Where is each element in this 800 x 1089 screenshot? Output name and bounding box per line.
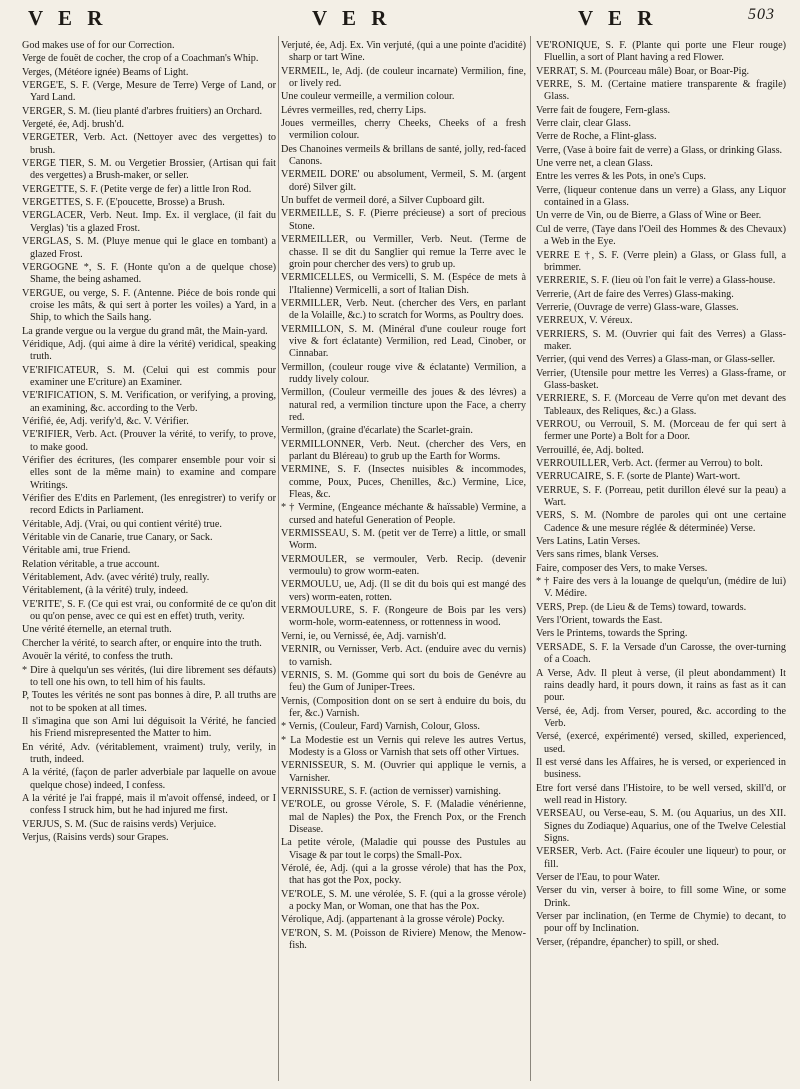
dictionary-entry: Verser de l'Eau, to pour Water. [536, 872, 660, 883]
column-divider-2 [530, 36, 531, 1081]
dictionary-entry: Vernis, (Composition dont on se sert à enduire du bois, du fer, &c.) Varnish. [281, 695, 526, 719]
dictionary-entry: Une vérité éternelle, an eternal truth. [22, 624, 172, 636]
dictionary-entry: Versé, (exercé, expérimenté) versed, skilled, experienced, used. [536, 731, 786, 755]
dictionary-entry: VE'RIFIER, Verb. Act. (Prouver la vérité, to verify, to prove, to make good. [22, 429, 276, 453]
dictionary-entry: Véritablement, (à la vérité) truly, indeed. [22, 585, 189, 597]
dictionary-entry: VERRIERS, S. M. (Ouvrier qui fait des Verres) a Glass-maker. [536, 328, 786, 352]
dictionary-entry: Vérolique, Adj. (appartenant à la grosse vérole) Pocky. [281, 914, 505, 926]
dictionary-entry: VE'RIFICATEUR, S. M. (Celui qui est commis pour examiner une E'criture) an Examiner. [22, 364, 276, 388]
dictionary-entry: * Vernis, (Couleur, Fard) Varnish, Colour, Gloss. [281, 721, 480, 733]
dictionary-entry: Verser du vin, verser à boire, to fill some Wine, or some Drink. [536, 885, 786, 909]
dictionary-entry: Vers l'Orient, towards the East. [536, 615, 663, 627]
dictionary-entry: Faire, composer des Vers, to make Verses. [536, 562, 708, 574]
dictionary-entry: VE'RIFICATION, S. M. Verification, or verifying, a proving, an examining, &c. according to the Verb. [22, 390, 276, 414]
dictionary-entry: VERRERIE, S. F. (lieu où l'on fait le verre) a Glass-house. [536, 275, 776, 287]
dictionary-entry: VERMOULURE, S. F. (Rongeure de Bois par les vers) worm-hole, worm-eatenness, or rottenness in wood. [281, 605, 526, 629]
dictionary-entry: VERJUS, S. M. (Suc de raisins verds) Verjuice. [22, 818, 217, 830]
dictionary-entry: VERMOULU, ue, Adj. (Il se dit du bois qui est mangé des vers) worm-eaten, rotten. [281, 579, 526, 603]
dictionary-entry: Véritable vin de Canarie, true Canary, or Sack. [22, 532, 213, 544]
dictionary-entry: VERMOULER, se vermouler, Verb. Recip. (devenir vermoulu) to grow worm-eaten. [281, 553, 526, 578]
dictionary-entry: Il s'imagina que son Ami lui déguisoit la Vérité, he fancied his Friend misrepresented the Matter to him. [22, 715, 276, 740]
dictionary-entry: Verrerie, (Art de faire des Verres) Glass-making. [536, 288, 734, 300]
column-middle [281, 40, 526, 1082]
dictionary-entry: Chercher la vérité, to search after, or enquire into the truth. [22, 637, 262, 649]
dictionary-entry: Avouër la vérité, to confess the truth. [22, 651, 173, 663]
dictionary-entry: VERREUX, V. Véreux. [536, 315, 633, 327]
dictionary-entry: Verre clair, clear Glass. [536, 118, 631, 130]
dictionary-entry: Verges, (Météore ignée) Beams of Light. [22, 66, 189, 78]
dictionary-entry: Véridique, Adj. (qui aime à dire la vérité) veridical, speaking truth. [22, 338, 276, 363]
dictionary-entry: Verrier, (qui vend des Verres) a Glass-man, or Glass-seller. [536, 354, 776, 366]
dictionary-entry: VERGE'E, S. F. (Verge, Mesure de Terre) Verge of Land, or Yard Land. [22, 80, 276, 104]
dictionary-entry: * † Vermine, (Engeance méchante & haïssable) Vermine, a cursed and hateful Generation of People. [281, 502, 526, 526]
column-divider-1 [278, 36, 279, 1081]
dictionary-entry: Vérifier des écritures, (les comparer ensemble pour voir si elles sont de la même main) to examine and compare Writings. [22, 455, 276, 491]
dictionary-entry: VERMILLON, S. M. (Minéral d'une couleur rouge fort vive & fort éclatante) Vermilion, red Lead, Cinober, or Cinnabar. [281, 323, 526, 360]
dictionary-entry: VERGER, S. M. (lieu planté d'arbres fruitiers) an Orchard. [22, 105, 263, 117]
dictionary-entry: VERNIR, ou Vernisser, Verb. Act. (enduire avec du vernis) to varnish. [281, 644, 526, 668]
dictionary-entry: Versé, ée, Adj. from Verser, poured, &c. according to the Verb. [536, 705, 786, 729]
dictionary-entry: P, Toutes les vérités ne sont pas bonnes à dire, P. all truths are not to be spoken at all times. [22, 690, 276, 714]
dictionary-entry: En vérité, Adv. (véritablement, vraiment) truly, verily, in truth, indeed. [22, 741, 276, 765]
dictionary-entry: Verre de Roche, a Flint-glass. [536, 131, 657, 143]
dictionary-entry: VERRUE, S. F. (Porreau, petit durillon élevé sur la peau) a Wart. [536, 484, 786, 509]
dictionary-entry: Vermillon, (couleur rouge vive & éclatante) Vermilion, a ruddy lively colour. [281, 361, 526, 385]
dictionary-entry: VE'ROLE, S. M. une vérolée, S. F. (qui a la grosse vérole) a pocky Man, or Woman, one that has the Pox. [281, 888, 526, 913]
dictionary-entry: * † Faire des vers à la louange de quelqu'un, (médire de lui) V. Médire. [536, 576, 786, 600]
dictionary-entry: Verjus, (Raisins verds) sour Grapes. [22, 831, 169, 843]
dictionary-entry: Verge de fouët de cocher, the crop of a Coachman's Whip. [22, 53, 259, 65]
dictionary-entry: VERNIS, S. M. (Gomme qui sort du bois de Genévre au feu) the Gum of Juniper-Trees. [281, 669, 526, 694]
dictionary-entry: VE'ROLE, ou grosse Vérole, S. F. (Maladie vénérienne, mal de Naples) the Pox, the French Pox, or the French Disease. [281, 799, 526, 835]
dictionary-entry: VERRIERE, S. F. (Morceau de Verre qu'on met devant des Tableaux, des Reliques, &c.) a Glass. [536, 393, 786, 417]
header-right: V E R [578, 6, 658, 30]
dictionary-entry: Entre les verres & les Pots, in one's Cups. [536, 171, 706, 183]
dictionary-entry: VERGETER, Verb. Act. (Nettoyer avec des vergettes) to brush. [22, 132, 276, 156]
dictionary-entry: * Dire à quelqu'un ses vérités, (lui dire librement ses défauts) to tell one his own, to tell him of his faults. [22, 664, 276, 688]
dictionary-entry: VERMEILLER, ou Vermiller, Verb. Neut. (Terme de chasse. Il se dit du Sanglier qui remue la Terre avec le groin pour chercher des vers) to grub up. [281, 234, 526, 270]
dictionary-entry: VERMILLER, Verb. Neut. (chercher des Vers, en parlant de la Volaille, &c.) to scratch for Worms, as Poultry does. [281, 297, 526, 322]
dictionary-entry: VERMILLONNER, Verb. Neut. (chercher des Vers, en parlant du Bléreau) to grub up the Earth for Worms. [281, 438, 526, 462]
dictionary-entry: A la vérité, (façon de parler adverbiale par laquelle on avoue quelque chose) indeed, I confess. [22, 767, 276, 791]
dictionary-entry: Un buffet de vermeil doré, a Silver Cupboard gilt. [281, 195, 485, 207]
dictionary-entry: Vérifier des E'dits en Parlement, (les enregistrer) to verify or record Edicts in Parliament. [22, 493, 276, 517]
dictionary-entry: VERSADE, S. F. la Versade d'un Carosse, the over-turning of a Coach. [536, 641, 786, 666]
dictionary-entry: Cul de verre, (Taye dans l'Oeil des Hommes & des Chevaux) a Web in the Eye. [536, 223, 786, 248]
dictionary-entry: * La Modestie est un Vernis qui releve les autres Vertus, Modesty is a Gloss or Varnish that sets off other Virtues. [281, 734, 526, 758]
dictionary-entry: VERGETTE, S. F. (Petite verge de fer) a little Iron Rod. [22, 183, 252, 195]
dictionary-entry: Une verre net, a clean Glass. [536, 158, 653, 170]
dictionary-entry: Verser, (répandre, épancher) to spill, or shed. [536, 936, 719, 948]
dictionary-entry: God makes use of for our Correction. [22, 40, 175, 51]
dictionary-entry: Verre fait de fougere, Fern-glass. [536, 104, 671, 116]
dictionary-entry: VERRE, S. M. (Certaine matiere transparente & fragile) Glass. [536, 79, 786, 103]
dictionary-entry: Véritablement, Adv. (avec vérité) truly, really. [22, 572, 210, 584]
dictionary-entry: Vers sans rimes, blank Verses. [536, 549, 659, 561]
dictionary-entry: VERROUILLER, Verb. Act. (fermer au Verrou) to bolt. [536, 458, 763, 469]
dictionary-entry: Vers Latins, Latin Verses. [536, 536, 641, 548]
dictionary-entry: VERRUCAIRE, S. F. (sorte de Plante) Wart-wort. [536, 471, 741, 483]
dictionary-entry: VERSER, Verb. Act. (Faire écouler une liqueur) to pour, or fill. [536, 846, 786, 870]
dictionary-entry: A Verse, Adv. Il pleut à verse, (il pleut abondamment) It rains deadly hard, it pours down, it rains as fast as it can pour. [536, 667, 786, 704]
dictionary-entry: Verre, (liqueur contenue dans un verre) a Glass, any Liquor contained in a Glass. [536, 184, 786, 209]
dictionary-entry: VERMISSEAU, S. M. (petit ver de Terre) a little, or small Worm. [281, 528, 526, 552]
dictionary-entry: VERGOGNE *, S. F. (Honte qu'on a de quelque chose) Shame, the being ashamed. [22, 261, 276, 286]
dictionary-entry: VERGLAS, S. M. (Pluye menue qui le glace en tombant) a glazed Frost. [22, 236, 276, 260]
dictionary-entry: Un verre de Vin, ou de Bierre, a Glass of Wine or Beer. [536, 210, 762, 222]
dictionary-entry: Vermillon, (Couleur vermeille des joues & des lévres) a natural red, a vermilion tincture upon the Face, a cherry red. [281, 387, 526, 423]
dictionary-entry: Etre fort versé dans l'Histoire, to be well versed, skill'd, or well read in History. [536, 782, 786, 806]
dictionary-entry: VE'RONIQUE, S. F. (Plante qui porte une Fleur rouge) Fluellin, a sort of Plant having a red Flower. [536, 40, 786, 64]
dictionary-entry: VERS, Prep. (de Lieu & de Tems) toward, towards. [536, 601, 747, 613]
dictionary-entry: Verrerie, (Ouvrage de verre) Glass-ware, Glasses. [536, 301, 739, 313]
dictionary-entry: Verrier, (Utensile pour mettre les Verres) a Glass-frame, or Glass-basket. [536, 367, 786, 391]
dictionary-entry: VERMEILLE, S. F. (Pierre précieuse) a sort of precious Stone. [281, 208, 526, 232]
dictionary-entry: Vergeté, ée, Adj. brush'd. [22, 119, 125, 131]
dictionary-entry: VERGUE, ou verge, S. F. (Antenne. Piéce de bois ronde qui croise les mâts, & qui sert à porter les voiles) a Yard, in a Ship, to which the Sails hang. [22, 287, 276, 324]
dictionary-entry: Vérolé, ée, Adj. (qui a la grosse vérole) that has the Pox, that has got the Pox, pocky. [281, 863, 526, 887]
dictionary-entry: Véritable, Adj. (Vrai, ou qui contient vérité) true. [22, 518, 222, 530]
page-number: 503 [748, 6, 775, 23]
dictionary-entry: Verrouillé, ée, Adj. bolted. [536, 444, 644, 456]
dictionary-entry: VERGE TIER, S. M. ou Vergetier Brossier, (Artisan qui fait des vergettes) a Brush-maker, or seller. [22, 158, 276, 182]
dictionary-entry: Verre, (Vase à boire fait de verre) a Glass, or drinking Glass. [536, 144, 783, 156]
dictionary-entry: VERMINE, S. F. (Insectes nuisibles & incommodes, comme, Poux, Puces, Chenilles, &c.) Vermine, Lice, Fleas, &c. [281, 464, 526, 501]
dictionary-entry: Des Chanoines vermeils & brillans de santé, jolly, red-faced Canons. [281, 143, 526, 168]
dictionary-entry: VE'RON, S. M. (Poisson de Riviere) Menow, the Menow-fish. [281, 927, 526, 952]
dictionary-entry: VERSEAU, ou Verse-eau, S. M. (ou Aquarius, un des XII. Signes du Zodiaque) Aquarius, one of the Twelve Celestial Signs. [536, 808, 786, 844]
dictionary-entry: VERGLACER, Verb. Neut. Imp. Ex. il verglace, (il fait du Verglas) 'tis a glazed Frost. [22, 210, 276, 234]
dictionary-entry: Vérifié, ée, Adj. verify'd, &c. V. Vérifier. [22, 415, 189, 427]
dictionary-entry: Verni, ie, ou Vernissé, ée, Adj. varnish'd. [281, 630, 447, 642]
header-middle: V E R [312, 6, 392, 30]
column-left [22, 40, 276, 1082]
dictionary-entry: VERMICELLES, ou Vermicelli, S. M. (Espéce de mets à l'Italienne) Vermicelli, a sort of Italian Dish. [281, 272, 526, 296]
running-header [0, 6, 800, 32]
dictionary-entry: VERRE E †, S. F. (Verre plein) a Glass, or Glass full, a brimmer. [536, 249, 786, 273]
dictionary-entry: A la vérité je l'ai frappé, mais il m'avoit offensé, indeed, or I confess I struck him, but he had injured me first. [22, 792, 276, 817]
dictionary-entry: Lévres vermeilles, red, cherry Lips. [281, 104, 427, 116]
dictionary-entry: VERRAT, S. M. (Pourceau mâle) Boar, or Boar-Pig. [536, 65, 750, 77]
dictionary-entry: Verjuté, ée, Adj. Ex. Vin verjuté, (qui a une pointe d'acidité) sharp or tart Wine. [281, 40, 526, 64]
dictionary-entry: Il est versé dans les Affaires, he is versed, or experienced in business. [536, 756, 786, 781]
dictionary-entry: Une couleur vermeille, a vermilion colour. [281, 91, 455, 103]
column-right [536, 40, 786, 1082]
header-left: V E R [28, 6, 108, 30]
dictionary-entry: VERNISSEUR, S. M. (Ouvrier qui applique le vernis, a Varnisher. [281, 760, 526, 784]
dictionary-entry: Relation véritable, a true account. [22, 558, 160, 570]
dictionary-entry: VE'RITE', S. F. (Ce qui est vrai, ou conformité de ce qu'on dit ou qu'on pense, avec ce qui est en effet) truth, verity. [22, 598, 276, 623]
dictionary-entry: VERMEIL DORE' ou absolument, Vermeil, S. M. (argent doré) Silver gilt. [281, 169, 526, 193]
dictionary-entry: VERS, S. M. (Nombre de paroles qui ont une certaine Cadence & une mesure réglée & déterminée) Verse. [536, 510, 786, 534]
dictionary-entry: VERGETTES, S. F. (E'poucette, Brosse) a Brush. [22, 197, 225, 209]
dictionary-entry: Joues vermeilles, cherry Cheeks, Cheeks of a fresh vermilion colour. [281, 118, 526, 142]
dictionary-entry: VERROU, ou Verrouil, S. M. (Morceau de fer qui sert à fermer une Porte) a Bolt for a Door. [536, 418, 786, 443]
dictionary-entry: La grande vergue ou la vergue du grand mât, the Main-yard. [22, 325, 268, 337]
dictionary-entry: Vermillon, (graine d'écarlate) the Scarlet-grain. [281, 425, 473, 437]
dictionary-entry: Véritable ami, true Friend. [22, 545, 131, 557]
dictionary-entry: VERMEIL, le, Adj. (de couleur incarnate) Vermilion, fine, or lively red. [281, 65, 526, 90]
dictionary-entry: VERNISSURE, S. F. (action de vernisser) varnishing. [281, 785, 501, 797]
dictionary-entry: Vers le Printems, towards the Spring. [536, 628, 688, 640]
dictionary-entry: La petite vérole, (Maladie qui pousse des Pustules au Visage & par tout le corps) the Small-Pox. [281, 837, 526, 861]
dictionary-entry: Verser par inclination, (en Terme de Chymie) to decant, to pour off by Inclination. [536, 911, 786, 935]
